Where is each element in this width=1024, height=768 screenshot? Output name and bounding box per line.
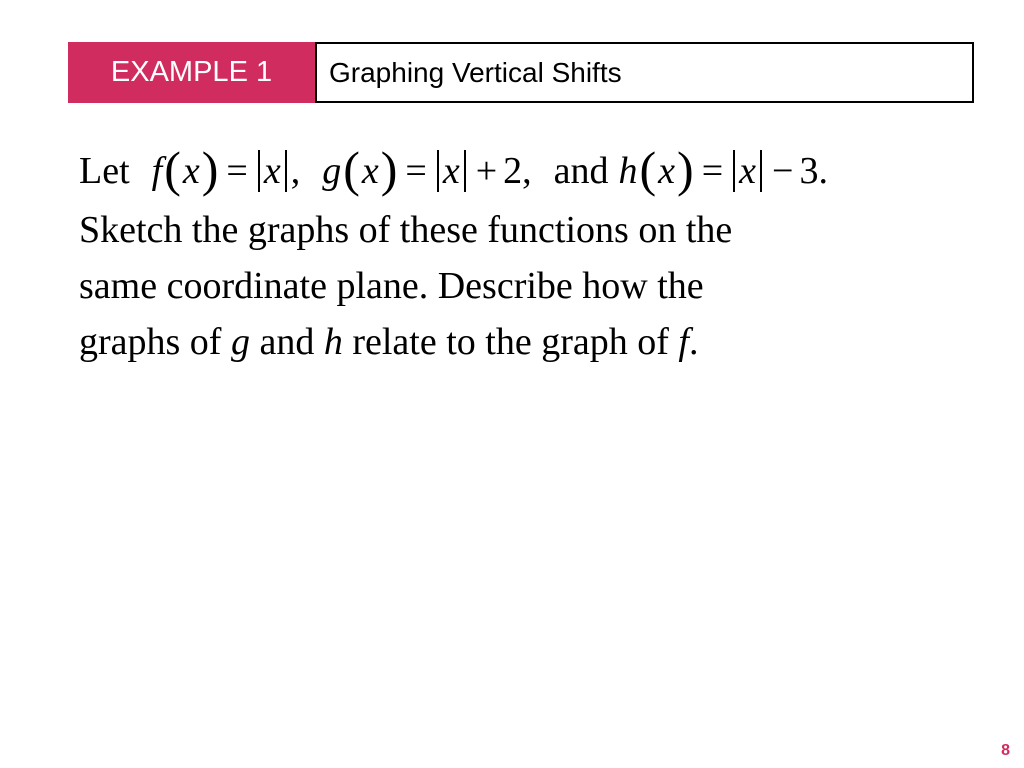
let-word: Let	[79, 150, 130, 192]
function-g-name: g	[322, 150, 342, 192]
example-label: EXAMPLE 1	[68, 42, 315, 103]
close-paren: )	[677, 141, 694, 197]
equals-sign: =	[405, 150, 427, 192]
line4-text-b: and	[249, 321, 324, 363]
function-f-arg: x	[182, 150, 200, 192]
problem-line-4	[79, 314, 979, 370]
function-g-abs-arg: x	[442, 150, 460, 192]
abs-bar-right	[285, 150, 287, 192]
function-h-constant: 3.	[799, 150, 828, 192]
line4-text-a: graphs of	[79, 321, 231, 363]
abs-bar-left	[733, 150, 735, 192]
function-f-definition	[152, 143, 301, 199]
open-paren: (	[164, 141, 181, 197]
function-g-arg: x	[361, 150, 379, 192]
line4-text-c: relate to the graph of	[342, 321, 679, 363]
and-word: and	[553, 150, 609, 192]
minus-sign: −	[772, 150, 794, 192]
abs-bar-right	[760, 150, 762, 192]
function-f-abs-arg: x	[263, 150, 281, 192]
slide-header	[68, 42, 974, 103]
line4-var-h: h	[323, 321, 343, 363]
function-g-constant: 2,	[503, 150, 532, 192]
line4-var-g: g	[230, 321, 250, 363]
plus-sign: +	[475, 150, 498, 192]
open-paren: (	[343, 141, 360, 197]
page-number: 8	[1001, 742, 1010, 759]
problem-line-2: Sketch the graphs of these functions on the	[79, 209, 733, 251]
function-f-tail: ,	[290, 150, 301, 192]
function-h-arg: x	[658, 150, 676, 192]
close-paren: )	[201, 141, 219, 197]
abs-bar-left	[258, 150, 260, 192]
function-g-definition	[322, 143, 531, 199]
slide-title: Graphing Vertical Shifts	[315, 42, 974, 103]
function-f-name: f	[151, 150, 163, 192]
line4-text-d: .	[688, 321, 699, 363]
abs-bar-right	[464, 150, 466, 192]
function-definitions-line	[79, 140, 979, 202]
equals-sign: =	[226, 150, 248, 192]
line4-var-f: f	[678, 321, 689, 363]
problem-line-3: same coordinate plane. Describe how the	[79, 265, 704, 307]
problem-statement	[79, 140, 979, 370]
open-paren: (	[639, 141, 657, 197]
function-h-name: h	[618, 150, 638, 192]
abs-bar-left	[437, 150, 439, 192]
close-paren: )	[380, 141, 398, 197]
function-h-definition	[619, 143, 828, 199]
equals-sign: =	[701, 150, 724, 192]
function-h-abs-arg: x	[739, 150, 757, 192]
